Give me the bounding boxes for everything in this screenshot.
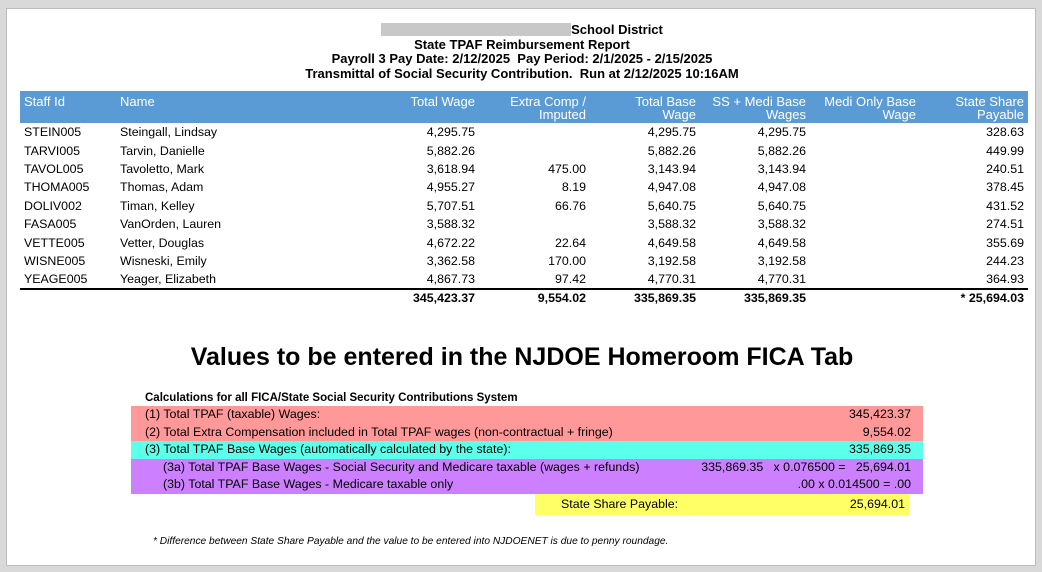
line1-label: (1) Total TPAF (taxable) Wages:	[145, 407, 321, 421]
state-share-sum: * 25,694.03	[920, 289, 1028, 307]
cell-extra-comp	[479, 215, 590, 233]
cell-state-share: 274.51	[986, 217, 1024, 232]
transmittal-line: Transmittal of Social Security Contribution. Run at 2/12/2025 10:16AM	[305, 65, 739, 81]
table-row	[20, 252, 1028, 270]
cell-total-base: 3,143.94	[647, 161, 696, 176]
ss-medi-sum: 335,869.35	[700, 289, 810, 307]
cell-ss-medi: 4,649.58	[757, 235, 806, 250]
cell-staff-id: TARVI005	[24, 143, 81, 158]
col-medi-only: Medi Only Base Wage	[810, 91, 920, 123]
cell-medi-only	[810, 197, 920, 215]
line2-label: (2) Total Extra Compensation included in Total TPAF wages (non-contractual + fringe)	[145, 424, 613, 439]
extra-comp-sum: 9,554.02	[479, 289, 590, 307]
cell-name: Yeager, Elizabeth	[120, 272, 216, 287]
cell-staff-id: THOMA005	[24, 180, 90, 195]
cell-state-share: 328.63	[986, 125, 1024, 140]
cell-staff-id: VETTE005	[24, 235, 85, 250]
footnote: * Difference between State Share Payable and the value to be entered into NJDOENET is due to penny roundage.	[153, 536, 669, 547]
cell-medi-only	[810, 123, 920, 141]
line3-label: (3) Total TPAF Base Wages (automatically calculated by the state):	[145, 442, 511, 456]
table-row	[20, 178, 1028, 196]
cell-medi-only	[810, 252, 920, 270]
cell-medi-only	[810, 215, 920, 233]
cell-name: Tarvin, Danielle	[120, 143, 205, 158]
cell-total-base: 3,192.58	[647, 253, 696, 268]
cell-ss-medi: 3,588.32	[757, 217, 806, 232]
cell-state-share: 240.51	[986, 161, 1024, 176]
cell-extra-comp: 66.76	[554, 198, 586, 213]
cell-medi-only	[810, 270, 920, 289]
cell-total-wage: 5,882.26	[426, 143, 475, 158]
col-extra-comp: Extra Comp / Imputed	[479, 91, 590, 123]
table-row	[20, 197, 1028, 215]
cell-total-wage: 4,955.27	[426, 180, 475, 195]
totals-row	[20, 289, 1028, 307]
cell-medi-only	[810, 233, 920, 251]
cell-name: Wisneski, Emily	[120, 253, 207, 268]
homeroom-title: Values to be entered in the NJDOE Homeroom FICA Tab	[190, 343, 854, 371]
cell-name: Thomas, Adam	[120, 180, 204, 195]
cell-ss-medi: 4,295.75	[757, 125, 806, 140]
calc-line-3a	[131, 459, 923, 477]
calc-line-3b	[131, 476, 923, 494]
cell-ss-medi: 3,143.94	[757, 161, 806, 176]
col-staff-id: Staff Id	[20, 91, 116, 123]
redacted-district-name	[381, 23, 571, 36]
cell-total-base: 4,947.08	[647, 180, 696, 195]
cell-name: Tavoletto, Mark	[120, 161, 205, 176]
calc-line-3	[131, 441, 923, 459]
table-row	[20, 141, 1028, 159]
report-header	[7, 23, 1037, 81]
cell-name: VanOrden, Lauren	[120, 217, 222, 232]
district-label: School District	[571, 22, 663, 37]
cell-total-base: 4,295.75	[647, 125, 696, 140]
line3b-value: .00 x 0.014500 = .00	[797, 477, 911, 491]
cell-total-wage: 3,618.94	[426, 161, 475, 176]
line3a-value: 335,869.35 x 0.076500 = 25,694.01	[701, 459, 911, 474]
cell-staff-id: TAVOL005	[24, 161, 84, 176]
col-total-base: Total Base Wage	[590, 91, 700, 123]
line3a-label: (3a) Total TPAF Base Wages - Social Security and Medicare taxable (wages + refunds)	[163, 459, 640, 474]
line3b-label: (3b) Total TPAF Base Wages - Medicare taxable only	[163, 477, 454, 491]
cell-total-wage: 3,588.32	[426, 217, 475, 232]
tpaf-table	[20, 91, 1028, 307]
cell-ss-medi: 5,640.75	[757, 198, 806, 213]
cell-total-wage: 4,672.22	[426, 235, 475, 250]
report-page	[6, 8, 1036, 566]
state-share-wrap	[131, 494, 923, 515]
cell-total-wage: 3,362.58	[426, 253, 475, 268]
cell-staff-id: YEAGE005	[24, 272, 88, 287]
cell-state-share: 378.45	[986, 180, 1024, 195]
cell-extra-comp: 22.64	[554, 235, 586, 250]
cell-total-wage: 4,867.73	[426, 272, 475, 287]
cell-medi-only	[810, 160, 920, 178]
total-wage-sum: 345,423.37	[322, 289, 479, 307]
cell-state-share: 355.69	[986, 235, 1024, 250]
state-share-box	[535, 494, 909, 515]
calc-title: Calculations for all FICA/State Social Security Contributions System	[145, 392, 518, 404]
table-row	[20, 160, 1028, 178]
total-base-sum: 335,869.35	[590, 289, 700, 307]
cell-state-share: 364.93	[986, 272, 1024, 287]
calculations-block	[131, 390, 923, 515]
col-ss-medi: SS + Medi Base Wages	[700, 91, 810, 123]
col-state-share: State Share Payable	[920, 91, 1028, 123]
cell-empty	[810, 289, 920, 307]
cell-state-share: 449.99	[986, 143, 1024, 158]
cell-name: Steingall, Lindsay	[120, 125, 218, 140]
table-row	[20, 233, 1028, 251]
line1-value: 345,423.37	[848, 407, 911, 421]
calc-line-2	[131, 424, 923, 442]
cell-extra-comp	[479, 141, 590, 159]
cell-total-wage: 4,295.75	[426, 125, 475, 140]
cell-extra-comp: 475.00	[548, 161, 586, 176]
col-total-wage: Total Wage	[322, 91, 479, 123]
cell-name: Timan, Kelley	[120, 198, 195, 213]
cell-extra-comp: 97.42	[554, 272, 586, 287]
cell-staff-id: FASA005	[24, 217, 77, 232]
cell-staff-id: WISNE005	[24, 253, 86, 268]
state-share-label: State Share Payable:	[561, 496, 679, 511]
cell-state-share: 244.23	[986, 253, 1024, 268]
cell-ss-medi: 3,192.58	[757, 253, 806, 268]
cell-name: Vetter, Douglas	[120, 235, 205, 250]
cell-total-wage: 5,707.51	[426, 198, 475, 213]
cell-extra-comp	[479, 123, 590, 141]
table-body	[20, 123, 1028, 307]
cell-total-base: 4,770.31	[647, 272, 696, 287]
cell-state-share: 431.52	[986, 198, 1024, 213]
line3-value: 335,869.35	[848, 442, 911, 456]
state-share-value: 25,694.01	[849, 496, 905, 511]
cell-medi-only	[810, 141, 920, 159]
cell-total-base: 5,640.75	[647, 198, 696, 213]
pay-period-line: Payroll 3 Pay Date: 2/12/2025 Pay Period: 2/1/2025 - 2/15/2025	[331, 51, 713, 66]
cell-empty	[116, 289, 322, 307]
cell-staff-id: DOLIV002	[24, 198, 82, 213]
col-name: Name	[116, 91, 322, 123]
district-line	[7, 23, 1037, 38]
cell-total-base: 3,588.32	[647, 217, 696, 232]
cell-extra-comp: 170.00	[548, 253, 586, 268]
report-title: State TPAF Reimbursement Report	[414, 36, 630, 52]
cell-medi-only	[810, 178, 920, 196]
calc-line-1	[131, 406, 923, 424]
table-row	[20, 215, 1028, 233]
cell-extra-comp: 8.19	[561, 180, 586, 195]
cell-ss-medi: 5,882.26	[757, 143, 806, 158]
cell-ss-medi: 4,947.08	[757, 180, 806, 195]
cell-staff-id: STEIN005	[24, 125, 82, 140]
table-row	[20, 270, 1028, 289]
cell-total-base: 4,649.58	[647, 235, 696, 250]
cell-ss-medi: 4,770.31	[757, 272, 806, 287]
table-header-row	[20, 91, 1028, 123]
cell-total-base: 5,882.26	[647, 143, 696, 158]
cell-empty	[20, 289, 116, 307]
table-row	[20, 123, 1028, 141]
line2-value: 9,554.02	[862, 424, 911, 439]
